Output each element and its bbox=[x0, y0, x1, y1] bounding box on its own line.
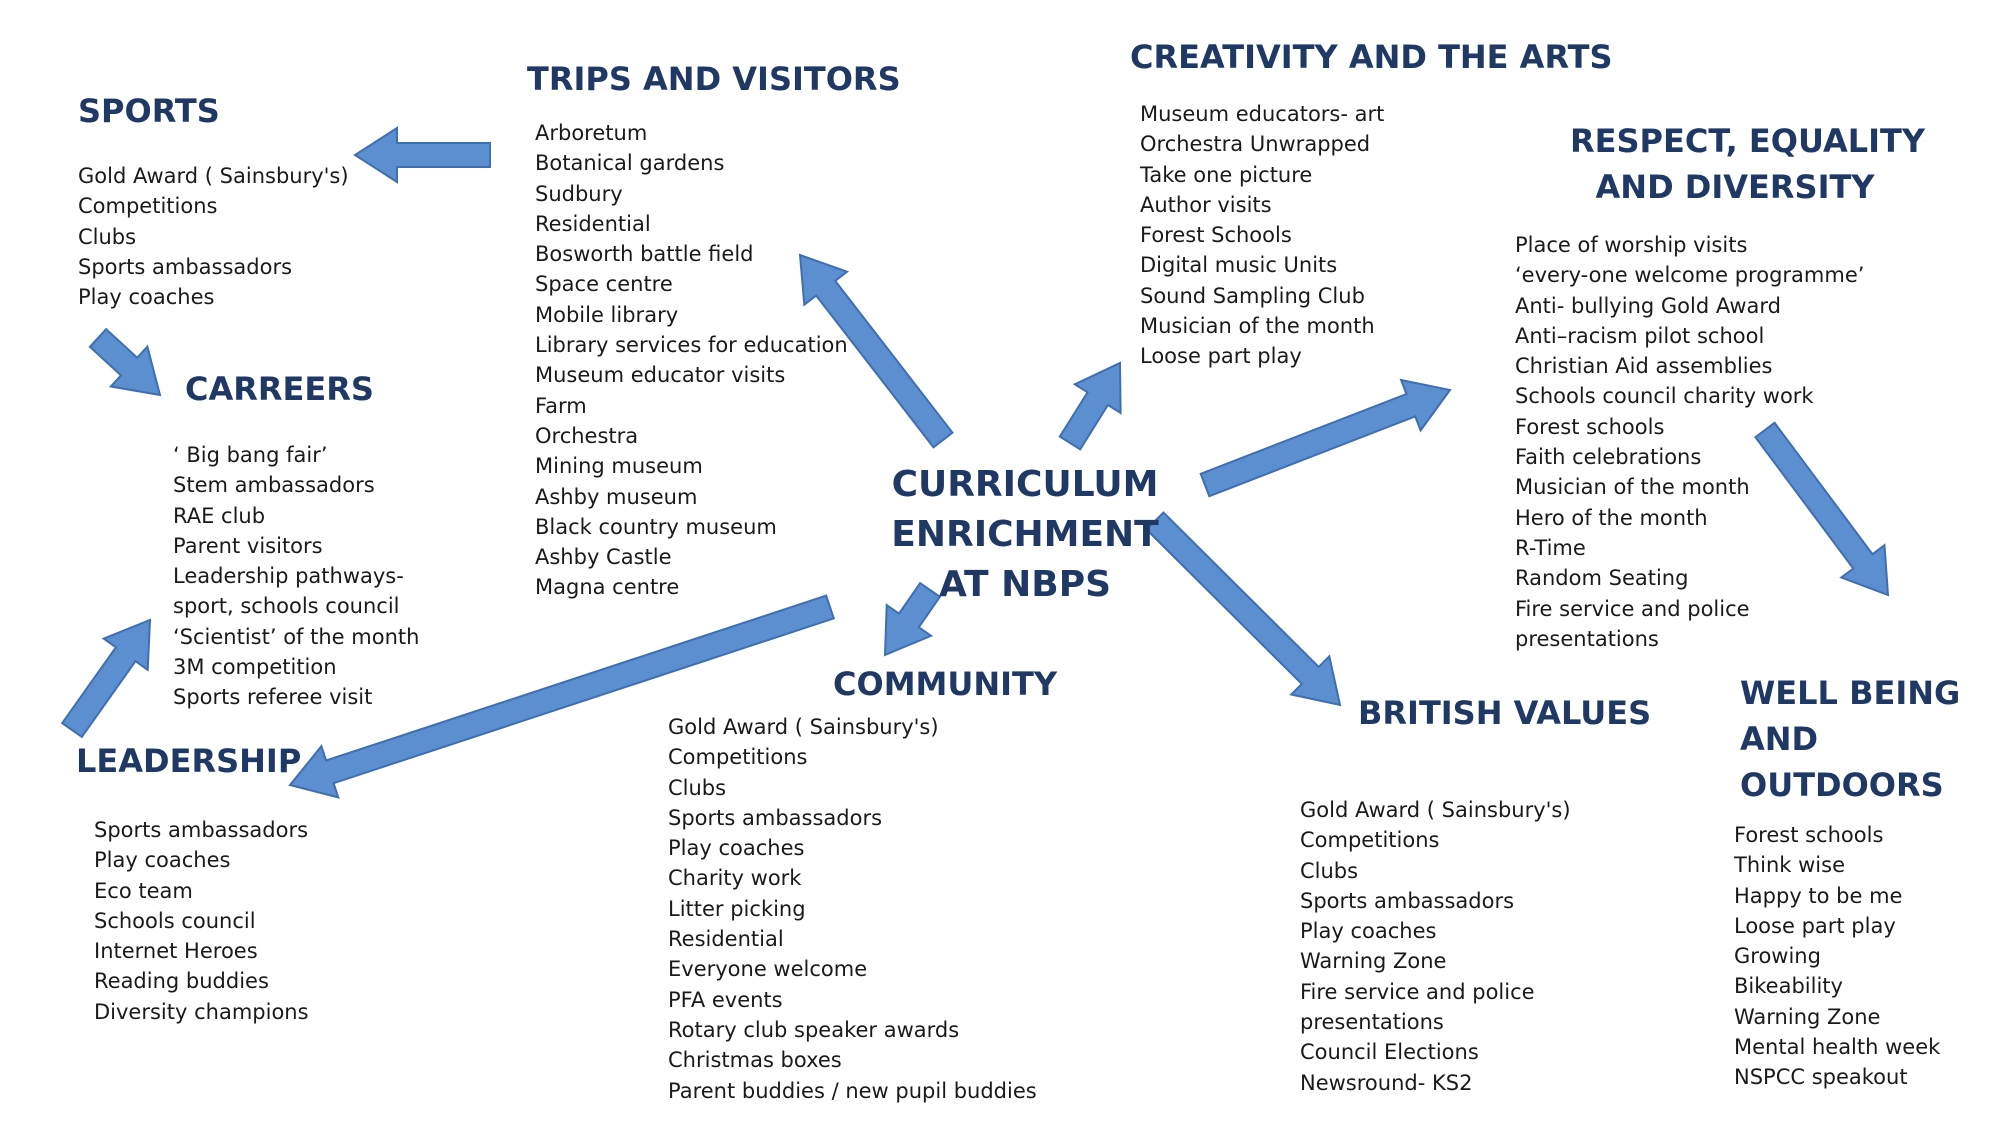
list-item: Museum educators- art bbox=[1140, 102, 1385, 126]
list-item: Forest schools bbox=[1734, 823, 1884, 847]
heading-line: AT NBPS bbox=[938, 564, 1112, 605]
community-heading bbox=[833, 661, 1057, 707]
list-item: Sports ambassadors bbox=[668, 805, 883, 830]
list-item: NSPCC speakout bbox=[1734, 1065, 1908, 1090]
list-item: Parent visitors bbox=[173, 533, 323, 558]
list-item: ‘Scientist’ of the month bbox=[173, 624, 420, 649]
list-item: Sports ambassadors bbox=[1300, 888, 1515, 913]
arrow-center-to-british bbox=[1147, 513, 1341, 706]
list-item: Space centre bbox=[535, 272, 673, 297]
list-item: Stem ambassadors bbox=[173, 473, 375, 498]
list-item: Competitions bbox=[1300, 828, 1440, 853]
list-item: Internet Heroes bbox=[94, 939, 258, 964]
list-item: Orchestra Unwrapped bbox=[1140, 132, 1371, 157]
respect-heading bbox=[1570, 118, 1926, 210]
heading-line: BRITISH VALUES bbox=[1358, 694, 1652, 732]
list-item: Warning Zone bbox=[1300, 949, 1447, 974]
heading-line: CURRICULUM bbox=[891, 464, 1159, 505]
british-heading bbox=[1358, 690, 1651, 736]
list-item: Growing bbox=[1734, 944, 1821, 969]
list-item: Play coaches bbox=[668, 836, 805, 861]
list-item: sport, schools council bbox=[173, 594, 400, 619]
list-item: Fire service and police bbox=[1515, 596, 1750, 621]
list-item: Schools council charity work bbox=[1515, 384, 1814, 409]
list-item: Play coaches bbox=[78, 285, 215, 310]
list-item: Museum educator visits bbox=[535, 363, 786, 388]
heading-line: OUTDOORS bbox=[1740, 766, 1944, 804]
list-item: Everyone welcome bbox=[668, 957, 868, 982]
list-item: ‘every-one welcome programme’ bbox=[1515, 263, 1865, 288]
heading-line: AND DIVERSITY bbox=[1595, 168, 1875, 206]
list-item: 3M competition bbox=[173, 655, 337, 680]
list-item: Anti–racism pilot school bbox=[1515, 323, 1765, 348]
list-item: Christian Aid assemblies bbox=[1515, 354, 1773, 379]
sports-heading bbox=[78, 88, 220, 134]
arts-heading bbox=[1130, 34, 1613, 80]
list-item: Charity work bbox=[668, 866, 802, 891]
list-item: ‘ Big bang fair’ bbox=[173, 443, 328, 467]
list-item: Farm bbox=[535, 393, 587, 418]
heading-line: CARREERS bbox=[185, 370, 374, 408]
list-item: presentations bbox=[1300, 1010, 1444, 1035]
list-item: Residential bbox=[535, 211, 651, 236]
center-title bbox=[880, 460, 1170, 610]
list-item: Rotary club speaker awards bbox=[668, 1017, 960, 1042]
arts-list bbox=[1140, 99, 1384, 372]
careers-heading bbox=[185, 366, 374, 412]
list-item: Musician of the month bbox=[1140, 314, 1375, 339]
list-item: Hero of the month bbox=[1515, 505, 1708, 530]
list-item: Ashby Castle bbox=[535, 545, 672, 570]
list-item: Gold Award ( Sainsbury's) bbox=[668, 715, 939, 739]
list-item: Happy to be me bbox=[1734, 883, 1903, 908]
community-list bbox=[668, 712, 1037, 1106]
list-item: Sports referee visit bbox=[173, 685, 373, 710]
list-item: Litter picking bbox=[668, 896, 806, 921]
trips-list bbox=[535, 118, 848, 603]
list-item: Play coaches bbox=[94, 848, 231, 873]
list-item: Sudbury bbox=[535, 181, 623, 206]
sports-list bbox=[78, 161, 349, 312]
list-item: PFA events bbox=[668, 987, 783, 1012]
list-item: Parent buddies / new pupil buddies bbox=[668, 1078, 1037, 1103]
heading-line: LEADERSHIP bbox=[76, 742, 302, 780]
list-item: Warning Zone bbox=[1734, 1004, 1881, 1029]
list-item: Competitions bbox=[78, 194, 218, 219]
list-item: RAE club bbox=[173, 503, 266, 528]
list-item: presentations bbox=[1515, 626, 1659, 651]
heading-line: COMMUNITY bbox=[833, 665, 1058, 703]
list-item: Botanical gardens bbox=[535, 151, 725, 176]
list-item: Clubs bbox=[1300, 858, 1359, 883]
list-item: Bosworth battle field bbox=[535, 242, 754, 267]
list-item: Council Elections bbox=[1300, 1040, 1479, 1065]
heading-line: AND bbox=[1740, 720, 1819, 758]
british-list bbox=[1300, 795, 1571, 1098]
arrow-leadership-to-careers bbox=[62, 620, 150, 737]
leadership-heading bbox=[76, 738, 301, 784]
list-item: Loose part play bbox=[1140, 344, 1302, 369]
arrow-trips-to-sports bbox=[355, 128, 490, 182]
list-item: Eco team bbox=[94, 878, 193, 903]
list-item: Mobile library bbox=[535, 302, 679, 327]
list-item: Sound Sampling Club bbox=[1140, 283, 1365, 308]
heading-line: ENRICHMENT bbox=[891, 514, 1159, 555]
list-item: Mining museum bbox=[535, 454, 703, 479]
heading-line: CREATIVITY AND THE ARTS bbox=[1130, 38, 1613, 76]
list-item: Faith celebrations bbox=[1515, 445, 1702, 470]
heading-line: TRIPS AND VISITORS bbox=[527, 60, 901, 98]
list-item: Sports ambassadors bbox=[94, 818, 309, 842]
arrow-center-to-arts bbox=[1060, 363, 1121, 449]
heading-line: SPORTS bbox=[78, 92, 220, 130]
list-item: Orchestra bbox=[535, 423, 639, 448]
list-item: Christmas boxes bbox=[668, 1048, 842, 1073]
list-item: Forest schools bbox=[1515, 414, 1665, 439]
list-item: Residential bbox=[668, 927, 784, 952]
trips-heading bbox=[527, 56, 901, 102]
arrow-center-to-respect bbox=[1201, 380, 1450, 496]
careers-list bbox=[173, 440, 419, 713]
list-item: Loose part play bbox=[1734, 913, 1896, 938]
list-item: Anti- bullying Gold Award bbox=[1515, 293, 1781, 318]
leadership-list bbox=[94, 815, 309, 1027]
list-item: Gold Award ( Sainsbury's) bbox=[78, 164, 349, 188]
list-item: Think wise bbox=[1734, 853, 1845, 878]
list-item: Play coaches bbox=[1300, 919, 1437, 944]
list-item: Take one picture bbox=[1140, 162, 1313, 187]
list-item: Place of worship visits bbox=[1515, 233, 1748, 257]
list-item: Mental health week bbox=[1734, 1035, 1941, 1060]
list-item: Reading buddies bbox=[94, 969, 269, 994]
arrow-sports-to-careers bbox=[90, 329, 160, 395]
list-item: R-Time bbox=[1515, 535, 1586, 560]
wellbeing-heading bbox=[1740, 670, 1960, 808]
respect-list bbox=[1515, 230, 1864, 654]
list-item: Fire service and police bbox=[1300, 979, 1535, 1004]
list-item: Magna centre bbox=[535, 575, 680, 600]
list-item: Ashby museum bbox=[535, 484, 698, 509]
list-item: Library services for education bbox=[535, 333, 848, 358]
list-item: Clubs bbox=[668, 775, 727, 800]
list-item: Arboretum bbox=[535, 121, 648, 145]
list-item: Musician of the month bbox=[1515, 475, 1750, 500]
list-item: Diversity champions bbox=[94, 999, 309, 1024]
heading-line: RESPECT, EQUALITY bbox=[1570, 122, 1926, 160]
list-item: Competitions bbox=[668, 745, 808, 770]
list-item: Digital music Units bbox=[1140, 253, 1338, 278]
wellbeing-list bbox=[1734, 820, 1940, 1093]
list-item: Black country museum bbox=[535, 514, 777, 539]
list-item: Sports ambassadors bbox=[78, 254, 293, 279]
list-item: Forest Schools bbox=[1140, 223, 1292, 248]
list-item: Gold Award ( Sainsbury's) bbox=[1300, 798, 1571, 822]
heading-line: WELL BEING bbox=[1740, 674, 1961, 712]
list-item: Newsround- KS2 bbox=[1300, 1070, 1473, 1095]
list-item: Random Seating bbox=[1515, 566, 1689, 591]
list-item: Clubs bbox=[78, 224, 137, 249]
list-item: Bikeability bbox=[1734, 974, 1843, 999]
list-item: Leadership pathways- bbox=[173, 564, 404, 589]
list-item: Author visits bbox=[1140, 192, 1272, 217]
list-item: Schools council bbox=[94, 908, 256, 933]
